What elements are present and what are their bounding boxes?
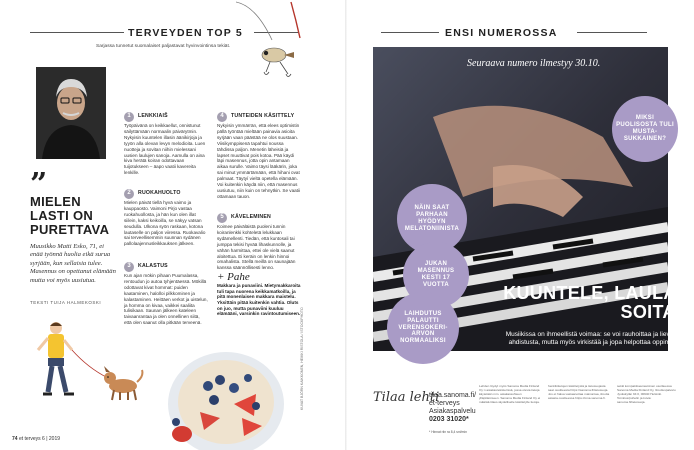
cover-bubble: NÄIN SAAT PARHAAN HYÖDYN MELATONIINISTA [397, 184, 467, 254]
person-walking-dog-illustration [28, 320, 148, 420]
issue-number: 6 | 2019 [42, 436, 61, 442]
tip-body: Koimee päiväläistä puoleni tunnin koiranlenkki kohteletä lelukkaan sydämellenti. Tiedän, että kuntosali tai jumppa tekisi hyvää lihaskunnolle, ja vähän harmittaa, ettei ole vielä saanut aloitettua. Ei keräin on lenkin hinnoi omahalista. Stellä meillä on saunajään kanssa säännöllisesti lenno. [217, 224, 296, 271]
cover-bubble: JUKAN MASENNUS KESTI 17 VUOTTA [403, 242, 469, 308]
section-title: ENSI NUMEROSSA [445, 27, 558, 39]
tip-title: TUNTEIDEN KÄSITTELY [231, 113, 295, 120]
quote-body: Muusikko Matti Esko, 71, ei enää työnnä huolia eikä surua syrjään, kun sellaisia tulee. Masennus on opettanut elämään mutta voi myös uusiutua. [30, 243, 116, 284]
cover-bubble: MIKSI PUOLISOSTA TULI MUSTA-SUKKAINEN? [612, 96, 678, 162]
tip-4 [217, 112, 301, 200]
page-number [12, 436, 60, 442]
tip-title: RUOKAHUOLTO [138, 190, 181, 197]
quote-title: MIELEN LASTI ON PURETTAVA [30, 194, 110, 237]
customer-service-phone: 0203 31020* [429, 416, 469, 423]
oatmeal-bowl-photo [164, 334, 284, 450]
next-issue-date: Seuraava numero ilmestyy 30.10. [467, 58, 601, 69]
price-note: * Hinnat riin ra 8,4 snt/min [429, 430, 467, 434]
tip-body: Nykyisin ymmärrän, että elees optimistin pällä työntää mieltään painavia asioita syrjään vaan päästää ne olos suustaan. Viisikymppisenä tapahtui noussa tähdissa paljon. Menetin läheisiä ja lapset muuttivat pois kotoa. Pää käydi läpi masennus, jotta opin antamaan aikaa surulle. Vaimo täysi lääkärin, joka sai minut ymmärtämään, että hihani ovat palmaat. Täytyí vieltä opetella elämään. Voi kuitenkin käydä niin, että masennus uusiutuu, niin kuin on tehnytkin. Se vaatii ottamaan tauon. [217, 123, 300, 199]
legal-text: henkilötietojen käsittelystä ja tietosuojasta saat osoitteesta https://sanoma.fi/tietosuoja. Jos et halua vastaanottaa mainontaa, ilmoita asiasta osoitteessa https://oma.sanoma.fi. [548, 384, 610, 401]
page-number-value: 74 [12, 436, 18, 442]
title-rule [381, 32, 439, 33]
tip-1 [124, 112, 208, 176]
tip-5 [217, 213, 301, 317]
legal-text: Lehden löydyt myös Sanoma Media Finland Oy:n asiakasrekisterissä, jossa olevia tietoja käytetään mm. asiakassuhteen ylläpitämiseen. Sanoma Media Finland Oy ei määrää tilaus-täydelliselle käsittelylle tietoja. [479, 384, 541, 405]
vice-title: + Pahe [217, 271, 250, 284]
publication-name: et terveys [18, 436, 41, 442]
right-page [347, 0, 694, 450]
tip-title: KALASTUS [138, 263, 168, 270]
tip-number: 3 [124, 262, 134, 272]
tip-title: LENKKIAIŠ [138, 113, 168, 120]
subscribe-link[interactable]: et-terveys [429, 400, 460, 407]
fishing-lure-illustration [236, 0, 306, 100]
tip-body: Kun ajan mökin pihaan Puumalassa, rentoudun jo autoa tyhjentäessä. Mökillä odottavat kivat hommat: puiden kaataminen, halolloi pilkkominen ja kalastaminen. Heittäen verkot ja uistelun, ja homma on kivaa, vaikkei saaliita tulisikaan. Saunan jälkeen kateleen taivaanrantaa ja olen onnellinen siitä, että olen saanut olla pitkään terveenä. [124, 273, 208, 326]
portrait-photo [36, 67, 106, 159]
subscribe-link[interactable]: tilaa.sanoma.fi/ [429, 392, 477, 399]
photo-credit: KUVAT BJÖRN KAIKKONEN, HEIKKI RISTOLA / ISTOCKPHOTO [300, 307, 304, 410]
tip-2 [124, 189, 208, 247]
tip-number: 2 [124, 189, 134, 199]
tip-body: Mielen päivät tiellä hyvä vaimo ja kauppaosto. Vaimoni Pirjo vastaa ruokahuollosta, ja hän kun olen illat siilein, kaksi keikoilla, se näkyy vatsan seudulla. Ulkona syön raskaan, kotona lautaselle on paljon viiressa. Ruokavalio sai terveellisemmin suunnan sydänen pallolaajennusleikkauksen jälkeen. [124, 200, 206, 247]
tip-title: KÄVELEMINEN [231, 214, 271, 221]
cover-subhead: Musiikissa on ihmeellistä voimaa: se voi rauhoittaa ja lievittää ahdistusta, mutta myös virkistää ja jopa helpottaa oppimista. [505, 331, 682, 346]
subscribe-heading: Tilaa lehti [373, 390, 440, 405]
tip-number: 5 [217, 213, 227, 223]
legal-text: sekki kompaktiseuraaminen osoitteessa Sanoma Media Finland Oy, Ilmoituspalvelu Jyväskylän 94 0, 00940 Helsinki. Toimitus/puhelin ja kuvia: sanoma.fi/tietosuoja. [617, 384, 676, 405]
vice-body: Makkara ja punaviini. Mietymakkaroita tuli tapa nuorena keikkamatkoilla, ja pitä monenlaisen makkara maistelu. Yksittäin pitää kuitenkin vahtia. Oluts on juo, mutta punaviini kuuluu elämääni, varsinkin ravintoutumiseen. [217, 283, 301, 317]
intro-text: Sarjassa tunnetut suomalaiset paljastavat hyvinvointinsa tekiät. [96, 44, 231, 49]
section-title: TERVEYDEN TOP 5 [128, 27, 243, 39]
byline: TEKSTI TUIJA HALMEKOSKI [30, 300, 102, 305]
tip-3 [124, 262, 208, 326]
tip-number: 1 [124, 112, 134, 122]
tip-body: Työpäivänä on keikkaellut, onnistunut säilyttämään normaalin päivärytmin. Nykyisin kuuntelen illasin äänikirjoja ja tyyön alla olevan levyn melodioita. Luen nuotteja ja sovitan niihin mielessani uusien laulujen sanoja. Aamulla on aina kiva herätä koiran odottavaan tuijotukseen – äapo vaatii kavereita lenkille. [124, 123, 206, 176]
tip-number: 4 [217, 112, 227, 122]
subscribe-contact [429, 392, 476, 424]
cover-bubble: LAIHDUTUS PALAUTTI VERENSOKERI-ARVON NORMAALIKSI [387, 292, 459, 364]
cover-headline: KUUNTELE, LAULA, SOITA! [503, 283, 682, 322]
quote-mark: ” [30, 167, 48, 202]
title-rule [577, 32, 647, 33]
title-rule [30, 32, 124, 33]
customer-service-label: Asiakaspalvelu [429, 408, 476, 415]
